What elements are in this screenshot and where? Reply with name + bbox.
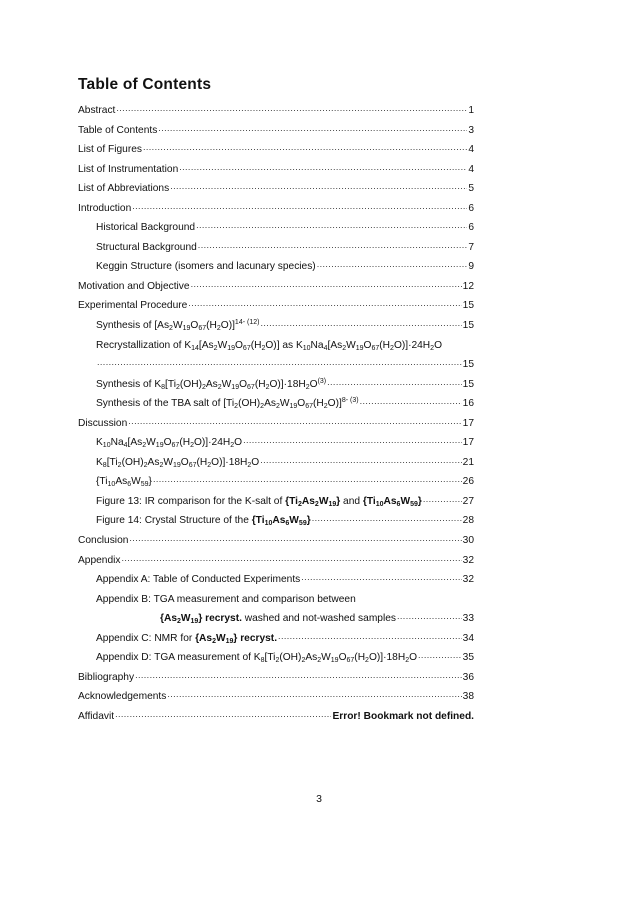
table-of-contents <box>78 101 474 727</box>
toc-entry-bibliography[interactable]: Bibliography ..... 36 <box>78 668 474 688</box>
toc-entry-appendix-b-continued[interactable]: $\{As_2W_{19}\}$ recryst. washed and not-washed samples ..... 33 <box>78 609 474 629</box>
page-number: 3 <box>316 793 322 805</box>
toc-entry-synthesis-tba-salt[interactable]: Synthesis of the TBA salt of $[Ti_2(OH)_2As_2W_{19}O_{67}(H_2O)]^{8- (3)}$ ..... 16 <box>78 394 474 414</box>
page-title: Table of Contents <box>78 76 212 93</box>
toc-entry-discussion-ti10[interactable]: $\{Ti_{10}As_6W_{59}\}$ ..... 26 <box>78 472 474 492</box>
toc-entry-keggin-structure[interactable]: Keggin Structure (isomers and lacunary species) ..... 9 <box>78 257 474 277</box>
toc-entry-synthesis-as2w19[interactable]: Synthesis of $[As_2W_{19}O_{67}(H_2O)]^{14- (12)}$ ..... 15 <box>78 316 474 336</box>
toc-entry-figure-13[interactable]: Figure 13: IR comparison for the K-salt of $\{Ti_2As_2W_{19}\}$ and $\{Ti_{10}As_6W_{59}\}$ ..... 27 <box>78 492 474 512</box>
toc-entry-synthesis-k8-ti2[interactable]: Synthesis of $K_8[Ti_2(OH)_2As_2W_{19}O_{67}(H_2O)]\cdot 18H_2O^{(3)}$ ..... 15 <box>78 375 474 395</box>
toc-entry-abstract[interactable]: Abstract ..... 1 <box>78 101 474 121</box>
toc-entry-affidavit[interactable]: Affidavit ..... Error! Bookmark not defined. <box>78 707 474 727</box>
toc-entry-discussion[interactable]: Discussion ..... 17 <box>78 414 474 434</box>
toc-entry-conclusion[interactable]: Conclusion ..... 30 <box>78 531 474 551</box>
toc-entry-structural-background[interactable]: Structural Background ..... 7 <box>78 238 474 258</box>
toc-entry-appendix-b[interactable]: Appendix B: TGA measurement and comparison between <box>96 593 356 605</box>
toc-entry-discussion-k8-ti2[interactable]: $K_8[Ti_2(OH)_2As_2W_{19}O_{67}(H_2O)]\cdot 18H_2O$ ..... 21 <box>78 453 474 473</box>
bookmark-error: Error! Bookmark not defined. <box>332 710 474 722</box>
toc-entry-motivation[interactable]: Motivation and Objective ..... 12 <box>78 277 474 297</box>
toc-entry-appendix-a[interactable]: Appendix A: Table of Conducted Experiments ..... 32 <box>78 570 474 590</box>
toc-entry-list-of-abbreviations[interactable]: List of Abbreviations ..... 5 <box>78 179 474 199</box>
toc-entry-appendix-d[interactable]: Appendix D: TGA measurement of $K_8[Ti_2(OH)_2As_2W_{19}O_{67}(H_2O)]\cdot 18H_2O$ ..... 35 <box>78 648 474 668</box>
toc-entry-list-of-instrumentation[interactable]: List of Instrumentation ..... 4 <box>78 160 474 180</box>
toc-entry-historical-background[interactable]: Historical Background ..... 6 <box>78 218 474 238</box>
toc-entry-experimental-procedure[interactable]: Experimental Procedure ..... 15 <box>78 296 474 316</box>
toc-entry-discussion-k10na4[interactable]: $K_{10}Na_4[As_2W_{19}O_{67}(H_2O)]\cdot 24H_2O$ ..... 17 <box>78 433 474 453</box>
toc-entry-appendix-c[interactable]: Appendix C: NMR for $\{As_2W_{19}\}$ recryst. ..... 34 <box>78 629 474 649</box>
toc-entry-acknowledgements[interactable]: Acknowledgements ..... 38 <box>78 687 474 707</box>
toc-entry-figure-14[interactable]: Figure 14: Crystal Structure of the $\{Ti_{10}As_6W_{59}\}$ ..... 28 <box>78 511 474 531</box>
toc-entry-recrystallization[interactable]: Recrystallization of $K_{14}[As_2W_{19}O_{67}(H_2O)]$ as $K_{10}Na_4[As_2W_{19}O_{67}(H_2O)]\cdot 24H_2O$ <box>96 339 443 352</box>
toc-entry-recrystallization-continued[interactable]: ..... 15 <box>78 355 474 375</box>
toc-entry-appendix[interactable]: Appendix ..... 32 <box>78 551 474 571</box>
toc-entry-list-of-figures[interactable]: List of Figures ..... 4 <box>78 140 474 160</box>
toc-entry-table-of-contents[interactable]: Table of Contents ..... 3 <box>78 121 474 141</box>
toc-entry-introduction[interactable]: Introduction ..... 6 <box>78 199 474 219</box>
